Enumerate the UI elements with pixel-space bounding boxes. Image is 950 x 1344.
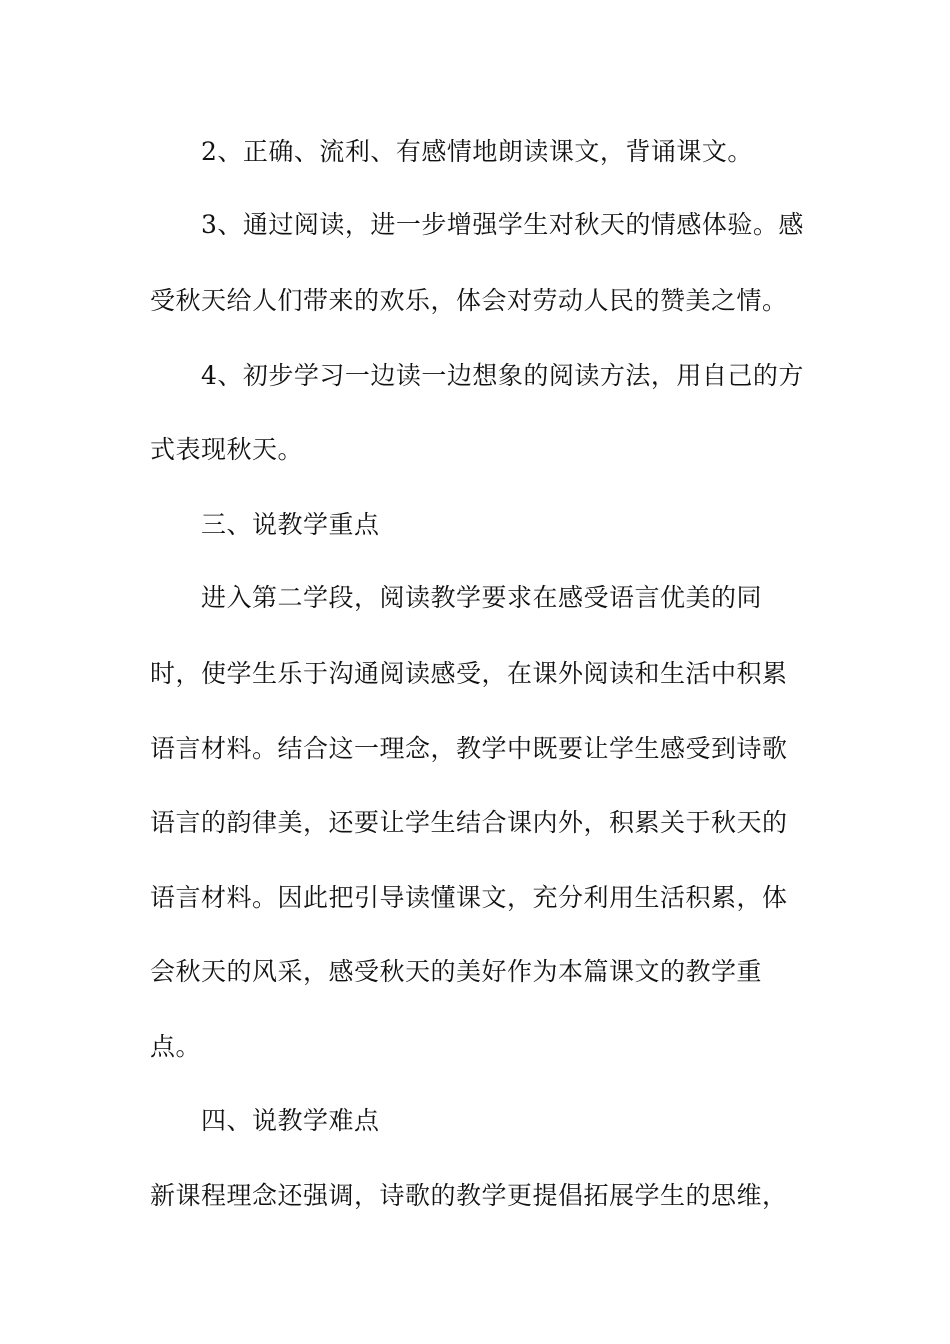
paragraph-goal-4-line-2: 式表现秋天。 [150, 435, 304, 464]
paragraph-key-points-line-1: 进入第二学段，阅读教学要求在感受语言优美的同 [201, 583, 763, 612]
paragraph-goal-2: 2、正确、流利、有感情地朗读课文，背诵课文。 [201, 137, 753, 166]
paragraph-goal-3-line-1: 3、通过阅读，进一步增强学生对秋天的情感体验。感 [201, 210, 804, 239]
paragraph-key-points-line-6: 会秋天的风采，感受秋天的美好作为本篇课文的教学重 [150, 957, 763, 986]
paragraph-key-points-line-3: 语言材料。结合这一理念，教学中既要让学生感受到诗歌 [150, 734, 788, 763]
paragraph-key-points-line-5: 语言材料。因此把引导读懂课文，充分利用生活积累，体 [150, 883, 788, 912]
section-heading-key-points: 三、说教学重点 [201, 510, 380, 539]
paragraph-key-points-line-4: 语言的韵律美，还要让学生结合课内外，积累关于秋天的 [150, 808, 788, 837]
paragraph-goal-4-line-1: 4、初步学习一边读一边想象的阅读方法，用自己的方 [201, 361, 804, 390]
paragraph-key-points-line-7: 点。 [150, 1032, 202, 1061]
paragraph-difficulties-line-1: 新课程理念还强调，诗歌的教学更提倡拓展学生的思维， [150, 1181, 788, 1210]
paragraph-goal-3-line-2: 受秋天给人们带来的欢乐，体会对劳动人民的赞美之情。 [150, 286, 788, 315]
paragraph-key-points-line-2: 时，使学生乐于沟通阅读感受，在课外阅读和生活中积累 [150, 659, 788, 688]
section-heading-difficulties: 四、说教学难点 [201, 1106, 380, 1135]
